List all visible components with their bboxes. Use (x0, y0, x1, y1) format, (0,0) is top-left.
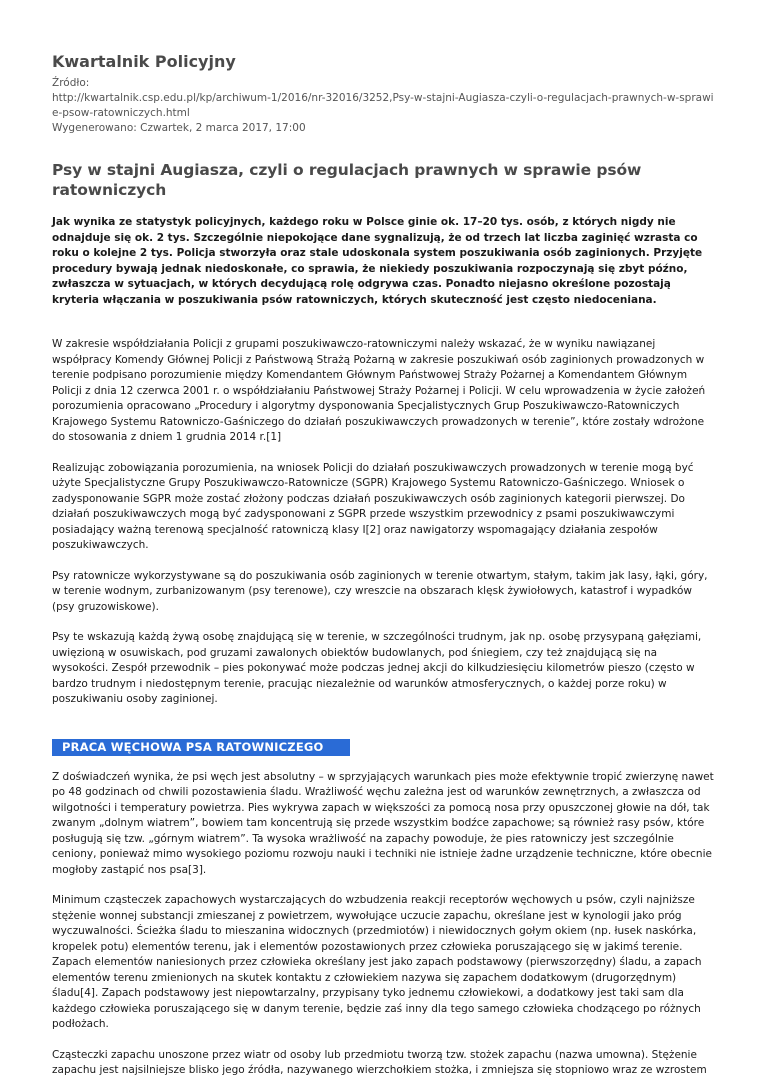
article-title: Psy w stajni Augiasza, czyli o regulacjach prawnych w sprawie psów ratowniczych (52, 161, 642, 199)
body-paragraph: Minimum cząsteczek zapachowych wystarczających do wzbudzenia reakcji receptorów węchowych u psów, czyli najniższe stężenie wonnej substancji zmieszanej z powietrzem, wywołujące uczucie zapachu, określane jest w kynologii jako próg wyczuwalności. Ścieżka śladu to mieszanina widocznych (przedmiotów) i niewidocznych gołym okiem (np. łusek naskórka, kropelek potu) elementów terenu, jak i elementów pozostawionych przez człowieka poruszającego się w jakimś terenie. Zapach elementów naniesionych przez człowieka określany jest jako zapach podstawowy (pierwszorzędny) śladu, a zapach elementów terenu zmienionych na skutek kontaktu z człowiekiem nazywa się zapachem dodatkowym (drugorzędnym) śladu[4]. Zapach podstawowy jest niepowtarzalny, przypisany tyko jednemu człowiekowi, a dodatkowy jest taki sam dla każdego człowieka poruszającego się w danym terenie, będzie zaś inny dla tego samego człowieka chodzącego po różnych podłożach. (52, 894, 702, 1030)
article-lead: Jak wynika ze statystyk policyjnych, każdego roku w Polsce ginie ok. 17–20 tys. osób, z których nigdy nie odnajduje się ok. 2 tys. Szczególnie niepokojące dane sygnalizują, że od trzech lat liczba zaginięć wzrasta co roku o kolejne 2 tys. Policja stworzyła oraz stale udoskonala system poszukiwania osób zaginionych. Przyjęte procedury bywają jednak niedoskonałe, co sprawia, że niekiedy poszukiwania rozpoczynają się zbyt późno, zwłaszcza w sytuacjach, w których decydującą rolę odgrywa czas. Ponadto niejasno określone pozostają kryteria włączania w poszukiwania psów ratowniczych, których skuteczność jest często niedoceniana. (52, 216, 703, 306)
site-title: Kwartalnik Policyjny (52, 52, 236, 71)
body-paragraph: Cząsteczki zapachu unoszone przez wiatr od osoby lub przedmiotu tworzą tzw. stożek zapachu (nazwa umowna). Stężenie zapachu jest najsilniejsze blisko jego źródła, nazywanego wierzchołkiem stożka, i zmniejsza się stopniowo wraz ze wzrostem (52, 1048, 707, 1076)
source-label: Źródło: (52, 77, 90, 89)
body-paragraph: Realizując zobowiązania porozumienia, na wniosek Policji do działań poszukiwawczych prowadzonych w terenie mogą być użyte Specjalistyczne Grupy Poszukiwawczo-Ratownicze (SGPR) Krajowego Systemu Ratowniczo-Gaśniczego. Wniosek o zadysponowanie SGPR może zostać złożony podczas działań poszukiwawczych osób zaginionych kategorii pierwszej. Do działań poszukiwawczych mogą być zadysponowani z SGPR przede wszystkim przewodnicy z psami poszukiwawczymi posiadający ważną terenową specjalność ratowniczą klasy I[2] oraz nawigatorzy wspomagający działania zespołów poszukiwawczych. (52, 461, 694, 551)
body-paragraph: Psy ratownicze wykorzystywane są do poszukiwania osób zaginionych w terenie otwartym, stałym, takim jak lasy, łąki, góry, w terenie wodnym, zurbanizowanym (psy terenowe), czy wreszcie na obszarach klęsk żywiołowych, katastrof i wypadków (psy gruzowiskowe). (52, 569, 708, 613)
body-paragraph: Psy te wskazują każdą żywą osobę znajdującą się w terenie, w szczególności trudnym, jak np. osobę przysypaną gałęziami, uwięzioną w osuwiskach, pod gruzami zawalonych obiektów budowlanych, pod śniegiem, czy też znajdującą się na wysokości. Zespół przewodnik – pies pokonywać może podczas jednej akcji do kilkudziesięciu kilometrów pieszo (często w bardzo trudnym i niedostępnym terenie, pracując niezależnie od warunków atmosferycznych, o każdej porze roku) w poszukiwaniu osoby zaginionej. (52, 631, 702, 705)
body-paragraph: W zakresie współdziałania Policji z grupami poszukiwawczo-ratowniczymi należy wskazać, że w wyniku nawiązanej współpracy Komendy Głównej Policji z Państwową Strażą Pożarną w zakresie poszukiwań osób zaginionych prowadzonych w terenie podpisano porozumienie między Komendantem Głównym Państwowej Straży Pożarnej a Komendantem Głównym Policji z dnia 12 czerwca 2001 r. o współdziałaniu Państwowej Straży Pożarnej i Policji. W celu wprowadzenia w życie założeń porozumienia opracowano „Procedury i algorytmy dysponowania Specjalistycznych Grup Poszukiwawczo-Ratowniczych Krajowego Systemu Ratowniczo-Gaśniczego do działań poszukiwawczych prowadzonych w terenie”, które zostały wdrożone do stosowania z dniem 1 grudnia 2014 r.[1] (52, 338, 706, 443)
source-meta (52, 76, 716, 136)
section-heading: PRACA WĘCHOWA PSA RATOWNICZEGO (52, 739, 350, 756)
body-paragraph: Z doświadczeń wynika, że psi węch jest absolutny – w sprzyjających warunkach pies może efektywnie tropić zwierzynę nawet po 48 godzinach od chwili pozostawienia śladu. Wrażliwość węchu zależna jest od warunków zewnętrznych, a zwłaszcza od wilgotności i temperatury powietrza. Pies wykrywa zapach w większości za pomocą nosa przy opuszczonej głowie na dół, tak zwanym „dolnym wiatrem”, bowiem tam koncentrują się przede wszystkim bodźce zapachowe; są również rasy psów, które posługują się tzw. „górnym wiatrem”. Ta wysoka wrażliwość na zapachy powoduje, że pies ratowniczy jest szczególnie ceniony, ponieważ mimo wysokiego poziomu rozwoju nauki i techniki nie istnieje żadne urządzenie techniczne, które obecnie mogłoby zastąpić nos psa[3]. (52, 770, 714, 876)
generated-date: Wygenerowano: Czwartek, 2 marca 2017, 17:00 (52, 122, 306, 134)
source-url[interactable]: http://kwartalnik.csp.edu.pl/kp/archiwum-1/2016/nr-32016/3252,Psy-w-stajni-Augiasza-czyli-o-regulacjach-prawnych-w-sprawie-psow-ratowniczych.html (52, 92, 714, 119)
